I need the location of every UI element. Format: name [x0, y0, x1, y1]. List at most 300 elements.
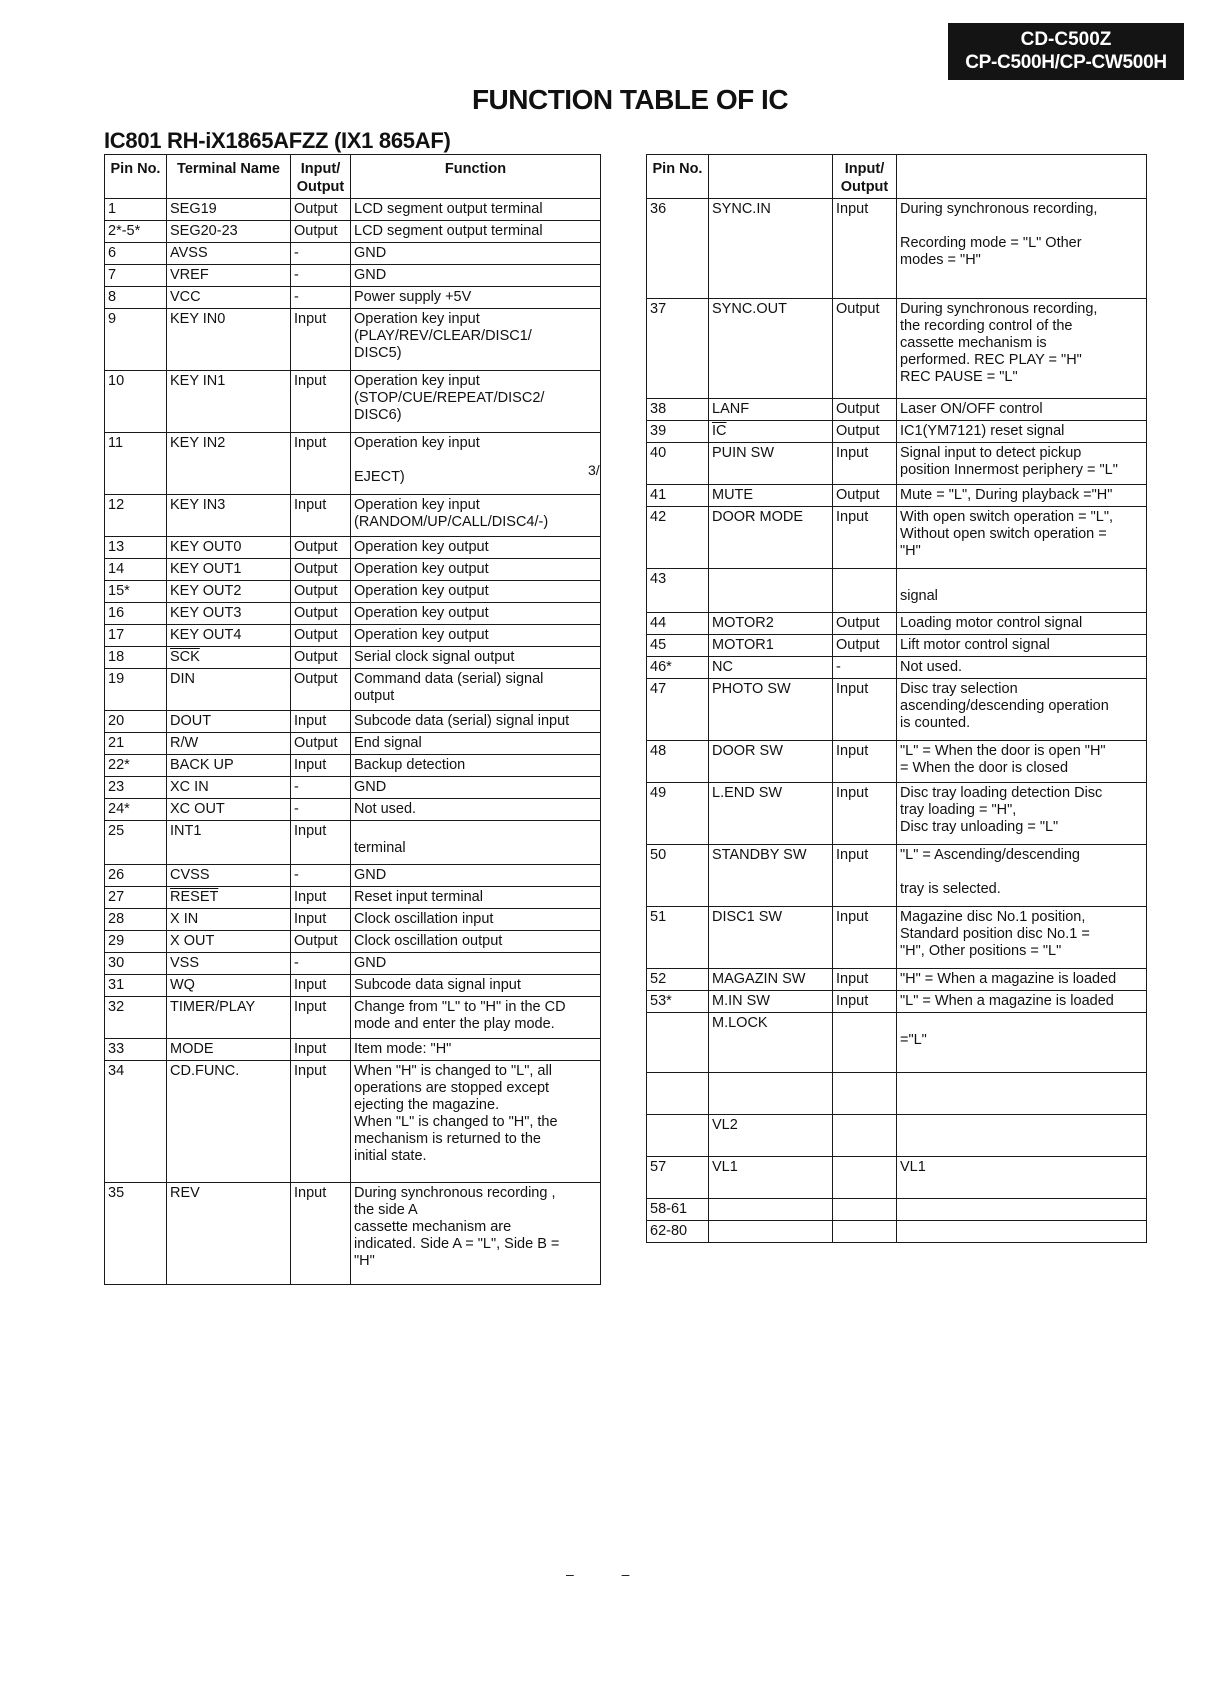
table-row — [105, 733, 601, 755]
function-cell: GND — [351, 265, 601, 287]
terminal-name-cell: WQ — [167, 975, 291, 997]
io-cell: Input — [833, 741, 897, 783]
terminal-name-cell: MOTOR2 — [709, 613, 833, 635]
table-row — [647, 299, 1147, 399]
col-header-pin: Pin No. — [105, 155, 167, 199]
function-cell: GND — [351, 777, 601, 799]
pin-cell: 57 — [647, 1157, 709, 1199]
terminal-name-cell — [709, 1073, 833, 1115]
function-cell: Laser ON/OFF control — [897, 399, 1147, 421]
function-cell: Operation key input (STOP/CUE/REPEAT/DISC2/ DISC6) — [351, 371, 601, 433]
function-cell: Subcode data signal input — [351, 975, 601, 997]
io-cell: Output — [291, 581, 351, 603]
function-cell: Loading motor control signal — [897, 613, 1147, 635]
table-row — [647, 657, 1147, 679]
pin-cell: 28 — [105, 909, 167, 931]
pin-cell: 20 — [105, 711, 167, 733]
io-cell — [833, 1199, 897, 1221]
table-row — [105, 625, 601, 647]
function-cell: Operation key input (PLAY/REV/CLEAR/DISC1/ DISC5) — [351, 309, 601, 371]
function-cell: GND — [351, 953, 601, 975]
pin-cell: 29 — [105, 931, 167, 953]
function-cell: Magazine disc No.1 position, Standard position disc No.1 = "H", Other positions = "L" — [897, 907, 1147, 969]
pin-cell: 50 — [647, 845, 709, 907]
table-row — [105, 755, 601, 777]
margin-mark: 3/ — [588, 462, 600, 478]
io-cell: Output — [833, 635, 897, 657]
pin-cell: 10 — [105, 371, 167, 433]
io-cell: Input — [833, 969, 897, 991]
table-row — [105, 711, 601, 733]
pin-cell: 2*-5* — [105, 221, 167, 243]
table-row — [647, 399, 1147, 421]
function-cell: "L" = When a magazine is loaded — [897, 991, 1147, 1013]
terminal-name-cell: X OUT — [167, 931, 291, 953]
io-cell: Input — [833, 199, 897, 299]
terminal-name-cell: RESET — [167, 887, 291, 909]
table-row — [647, 1013, 1147, 1073]
pin-cell: 34 — [105, 1061, 167, 1183]
model-number-box — [948, 23, 1184, 80]
pin-cell: 15* — [105, 581, 167, 603]
function-cell: Operation key output — [351, 603, 601, 625]
table-body-left — [105, 199, 601, 1285]
pin-cell: 45 — [647, 635, 709, 657]
pin-cell: 49 — [647, 783, 709, 845]
pin-cell: 18 — [105, 647, 167, 669]
terminal-name-cell: M.IN SW — [709, 991, 833, 1013]
terminal-name-cell: PUIN SW — [709, 443, 833, 485]
pin-cell: 9 — [105, 309, 167, 371]
terminal-name-cell: MAGAZIN SW — [709, 969, 833, 991]
pin-cell — [647, 1013, 709, 1073]
function-cell: Clock oscillation input — [351, 909, 601, 931]
function-cell: Operation key output — [351, 559, 601, 581]
io-cell: Output — [833, 421, 897, 443]
terminal-name-cell — [709, 1221, 833, 1243]
io-cell: Output — [291, 603, 351, 625]
io-cell: Input — [833, 991, 897, 1013]
table-row — [105, 1061, 601, 1183]
table-row — [105, 953, 601, 975]
terminal-name-cell: KEY OUT1 — [167, 559, 291, 581]
terminal-name-cell: TIMER/PLAY — [167, 997, 291, 1039]
table-row — [105, 909, 601, 931]
table-row — [105, 243, 601, 265]
terminal-name-cell: DOOR MODE — [709, 507, 833, 569]
io-cell: Input — [291, 495, 351, 537]
function-cell: "L" = Ascending/descending tray is selected. — [897, 845, 1147, 907]
table-row — [647, 507, 1147, 569]
table-row — [105, 931, 601, 953]
table-row — [647, 1221, 1147, 1243]
col-header-terminal-name: Terminal Name — [167, 155, 291, 199]
function-cell: Disc tray loading detection Disc tray loading = "H", Disc tray unloading = "L" — [897, 783, 1147, 845]
table-header-row — [647, 155, 1147, 199]
table-row — [647, 1157, 1147, 1199]
terminal-name-cell: CD.FUNC. — [167, 1061, 291, 1183]
terminal-name-cell: KEY IN1 — [167, 371, 291, 433]
pin-cell: 16 — [105, 603, 167, 625]
function-cell: "L" = When the door is open "H" = When the door is closed — [897, 741, 1147, 783]
io-cell: - — [291, 777, 351, 799]
function-cell: Item mode: "H" — [351, 1039, 601, 1061]
table-row — [105, 371, 601, 433]
io-cell: Output — [291, 669, 351, 711]
table-row — [647, 741, 1147, 783]
table-row — [647, 679, 1147, 741]
pin-cell: 35 — [105, 1183, 167, 1285]
function-cell — [897, 1221, 1147, 1243]
io-cell: Input — [291, 909, 351, 931]
io-cell: Input — [291, 755, 351, 777]
terminal-name-cell: XC IN — [167, 777, 291, 799]
table-row — [647, 969, 1147, 991]
terminal-name-cell: SYNC.IN — [709, 199, 833, 299]
pin-cell: 37 — [647, 299, 709, 399]
table-row — [647, 485, 1147, 507]
function-cell: Mute = "L", During playback ="H" — [897, 485, 1147, 507]
terminal-name-cell: L.END SW — [709, 783, 833, 845]
io-cell: Output — [291, 559, 351, 581]
table-row — [105, 777, 601, 799]
function-cell — [897, 1073, 1147, 1115]
terminal-name-cell: MUTE — [709, 485, 833, 507]
terminal-name-cell: SYNC.OUT — [709, 299, 833, 399]
table-row — [647, 1199, 1147, 1221]
io-cell — [833, 1157, 897, 1199]
terminal-name-cell: $\overline{SCK}$ — [167, 647, 291, 669]
io-cell: Output — [291, 221, 351, 243]
function-cell — [897, 1199, 1147, 1221]
io-cell: Input — [291, 997, 351, 1039]
pin-cell: 47 — [647, 679, 709, 741]
io-cell: Input — [291, 433, 351, 495]
io-cell: Output — [833, 299, 897, 399]
io-cell: Input — [833, 783, 897, 845]
io-cell — [833, 1073, 897, 1115]
io-cell: Output — [291, 931, 351, 953]
function-cell: IC1(YM7121) reset signal — [897, 421, 1147, 443]
terminal-name-cell: R/W — [167, 733, 291, 755]
pin-cell: 40 — [647, 443, 709, 485]
io-cell: - — [291, 799, 351, 821]
io-cell: Input — [291, 1039, 351, 1061]
model-line-1: CD-C500Z — [1020, 29, 1112, 50]
io-cell: - — [291, 265, 351, 287]
table-body-right — [647, 199, 1147, 1243]
terminal-name-cell: KEY IN3 — [167, 495, 291, 537]
table-row — [647, 199, 1147, 299]
table-row — [105, 821, 601, 865]
io-cell: - — [833, 657, 897, 679]
table-row — [105, 265, 601, 287]
page-title: FUNCTION TABLE OF IC — [471, 84, 789, 115]
io-cell: Output — [291, 199, 351, 221]
table-row — [105, 581, 601, 603]
terminal-name-cell: M.LOCK — [709, 1013, 833, 1073]
table-row — [647, 1115, 1147, 1157]
pin-cell: 14 — [105, 559, 167, 581]
function-cell: VL1 — [897, 1157, 1147, 1199]
function-cell: Lift motor control signal — [897, 635, 1147, 657]
terminal-name-cell: CVSS — [167, 865, 291, 887]
pin-cell: 27 — [105, 887, 167, 909]
table-row — [647, 421, 1147, 443]
terminal-name-cell: BACK UP — [167, 755, 291, 777]
function-cell: Command data (serial) signal output — [351, 669, 601, 711]
terminal-name-cell — [709, 569, 833, 613]
pin-cell: 25 — [105, 821, 167, 865]
pin-cell: 6 — [105, 243, 167, 265]
col-header-terminal-name — [709, 155, 833, 199]
terminal-name-cell: XC OUT — [167, 799, 291, 821]
io-cell — [833, 1115, 897, 1157]
pin-cell: 48 — [647, 741, 709, 783]
pin-cell: 41 — [647, 485, 709, 507]
pin-cell: 58-61 — [647, 1199, 709, 1221]
pin-cell: 51 — [647, 907, 709, 969]
terminal-name-cell: VCC — [167, 287, 291, 309]
io-cell: Input — [833, 907, 897, 969]
terminal-name-cell: KEY IN2 — [167, 433, 291, 495]
table-row — [647, 783, 1147, 845]
function-cell: With open switch operation = "L", Without open switch operation = "H" — [897, 507, 1147, 569]
io-cell: Input — [291, 887, 351, 909]
terminal-name-cell: KEY OUT4 — [167, 625, 291, 647]
pin-cell: 21 — [105, 733, 167, 755]
function-cell — [897, 1115, 1147, 1157]
function-cell: End signal — [351, 733, 601, 755]
pin-cell: 7 — [105, 265, 167, 287]
pin-cell: 17 — [105, 625, 167, 647]
function-cell: Operation key input EJECT) — [351, 433, 601, 495]
terminal-name-cell: KEY IN0 — [167, 309, 291, 371]
table-row — [105, 647, 601, 669]
function-cell: signal — [897, 569, 1147, 613]
function-cell: When "H" is changed to "L", all operations are stopped except ejecting the magazine. When "L" is changed to "H", the mechanism is returned to the initial state. — [351, 1061, 601, 1183]
terminal-name-cell: NC — [709, 657, 833, 679]
pin-cell: 53* — [647, 991, 709, 1013]
io-cell: Input — [291, 309, 351, 371]
io-cell: - — [291, 865, 351, 887]
pin-cell: 31 — [105, 975, 167, 997]
pin-cell: 13 — [105, 537, 167, 559]
col-header-function — [897, 155, 1147, 199]
io-cell — [833, 1013, 897, 1073]
terminal-name-cell: STANDBY SW — [709, 845, 833, 907]
ic-title: IC801 RH-iX1865AFZZ (IX1 865AF) — [104, 128, 451, 153]
io-cell: Input — [291, 975, 351, 997]
table-row — [105, 495, 601, 537]
terminal-name-cell: REV — [167, 1183, 291, 1285]
io-cell: Input — [291, 371, 351, 433]
function-cell: Clock oscillation output — [351, 931, 601, 953]
table-row — [105, 887, 601, 909]
terminal-name-cell: PHOTO SW — [709, 679, 833, 741]
terminal-name-cell: SEG20-23 — [167, 221, 291, 243]
pin-cell: 23 — [105, 777, 167, 799]
function-cell: Change from "L" to "H" in the CD mode and enter the play mode. — [351, 997, 601, 1039]
col-header-io: Input/ Output — [833, 155, 897, 199]
terminal-name-cell: MOTOR1 — [709, 635, 833, 657]
function-cell: Operation key output — [351, 625, 601, 647]
function-cell: Serial clock signal output — [351, 647, 601, 669]
table-row — [105, 997, 601, 1039]
function-table-left — [104, 154, 601, 1285]
function-cell: LCD segment output terminal — [351, 221, 601, 243]
function-cell: GND — [351, 865, 601, 887]
terminal-name-cell: X IN — [167, 909, 291, 931]
io-cell: Input — [291, 1061, 351, 1183]
io-cell: Output — [833, 399, 897, 421]
pin-cell: 8 — [105, 287, 167, 309]
pin-cell: 11 — [105, 433, 167, 495]
pin-cell: 38 — [647, 399, 709, 421]
col-header-function: Function — [351, 155, 601, 199]
io-cell: Input — [291, 1183, 351, 1285]
terminal-name-cell: LANF — [709, 399, 833, 421]
table-row — [105, 309, 601, 371]
model-line-2: CP-C500H/CP-CW500H — [965, 52, 1167, 73]
pin-cell: 30 — [105, 953, 167, 975]
function-cell: During synchronous recording, the recording control of the cassette mechanism is performed. REC PLAY = "H" REC PAUSE = "L" — [897, 299, 1147, 399]
table-row — [647, 907, 1147, 969]
pin-cell: 1 — [105, 199, 167, 221]
io-cell: Output — [833, 613, 897, 635]
function-cell: Operation key input (RANDOM/UP/CALL/DISC4/-) — [351, 495, 601, 537]
terminal-name-cell: INT1 — [167, 821, 291, 865]
io-cell: Input — [833, 507, 897, 569]
io-cell: Output — [833, 485, 897, 507]
terminal-name-cell: $\overline{IC}$ — [709, 421, 833, 443]
table-row — [105, 287, 601, 309]
terminal-name-cell: VL1 — [709, 1157, 833, 1199]
pin-cell: 36 — [647, 199, 709, 299]
io-cell: Output — [291, 537, 351, 559]
table-row — [647, 845, 1147, 907]
pin-cell: 33 — [105, 1039, 167, 1061]
pin-cell: 44 — [647, 613, 709, 635]
pin-cell: 19 — [105, 669, 167, 711]
table-row — [105, 669, 601, 711]
terminal-name-cell: DIN — [167, 669, 291, 711]
function-cell: Not used. — [351, 799, 601, 821]
table-row — [105, 221, 601, 243]
terminal-name-cell: VSS — [167, 953, 291, 975]
pin-cell: 12 — [105, 495, 167, 537]
pin-cell: 32 — [105, 997, 167, 1039]
io-cell: Output — [291, 733, 351, 755]
terminal-name-cell: VREF — [167, 265, 291, 287]
table-row — [105, 799, 601, 821]
table-row — [105, 1039, 601, 1061]
function-cell: "H" = When a magazine is loaded — [897, 969, 1147, 991]
table-row — [647, 443, 1147, 485]
function-cell: Subcode data (serial) signal input — [351, 711, 601, 733]
table-row — [105, 603, 601, 625]
terminal-name-cell: DISC1 SW — [709, 907, 833, 969]
io-cell: - — [291, 287, 351, 309]
pin-cell — [647, 1073, 709, 1115]
io-cell: Output — [291, 625, 351, 647]
table-row — [105, 1183, 601, 1285]
function-table-right — [646, 154, 1147, 1243]
table-row — [105, 537, 601, 559]
function-cell: Operation key output — [351, 537, 601, 559]
table-header-row — [105, 155, 601, 199]
terminal-name-cell: VL2 — [709, 1115, 833, 1157]
table-row — [647, 569, 1147, 613]
function-cell: During synchronous recording, Recording mode = "L" Other modes = "H" — [897, 199, 1147, 299]
col-header-pin: Pin No. — [647, 155, 709, 199]
function-cell: LCD segment output terminal — [351, 199, 601, 221]
pin-cell: 52 — [647, 969, 709, 991]
io-cell: Input — [291, 821, 351, 865]
function-cell: During synchronous recording , the side A cassette mechanism are indicated. Side A = "L", Side B = "H" — [351, 1183, 601, 1285]
function-cell: Operation key output — [351, 581, 601, 603]
table-row — [105, 559, 601, 581]
terminal-name-cell: DOUT — [167, 711, 291, 733]
function-cell: GND — [351, 243, 601, 265]
pin-cell: 39 — [647, 421, 709, 443]
io-cell: Input — [833, 443, 897, 485]
function-cell: Signal input to detect pickup position Innermost periphery = "L" — [897, 443, 1147, 485]
pin-cell: 26 — [105, 865, 167, 887]
function-cell: ="L" — [897, 1013, 1147, 1073]
terminal-name-cell — [709, 1199, 833, 1221]
io-cell: - — [291, 243, 351, 265]
io-cell: Output — [291, 647, 351, 669]
pin-cell: 42 — [647, 507, 709, 569]
terminal-name-cell: AVSS — [167, 243, 291, 265]
terminal-name-cell: KEY OUT2 — [167, 581, 291, 603]
function-cell: Backup detection — [351, 755, 601, 777]
io-cell — [833, 569, 897, 613]
pin-cell: 46* — [647, 657, 709, 679]
function-cell: Not used. — [897, 657, 1147, 679]
footer-mark: – – — [566, 1566, 652, 1582]
terminal-name-cell: KEY OUT0 — [167, 537, 291, 559]
table-row — [647, 613, 1147, 635]
terminal-name-cell: DOOR SW — [709, 741, 833, 783]
pin-cell: 62-80 — [647, 1221, 709, 1243]
table-row — [647, 635, 1147, 657]
table-row — [105, 433, 601, 495]
table-row — [105, 865, 601, 887]
io-cell: - — [291, 953, 351, 975]
function-cell: terminal — [351, 821, 601, 865]
terminal-name-cell: KEY OUT3 — [167, 603, 291, 625]
pin-cell: 43 — [647, 569, 709, 613]
col-header-io: Input/ Output — [291, 155, 351, 199]
table-row — [647, 991, 1147, 1013]
io-cell: Input — [833, 679, 897, 741]
io-cell: Input — [291, 711, 351, 733]
terminal-name-cell: MODE — [167, 1039, 291, 1061]
pin-cell — [647, 1115, 709, 1157]
table-row — [647, 1073, 1147, 1115]
function-cell: Reset input terminal — [351, 887, 601, 909]
io-cell: Input — [833, 845, 897, 907]
table-row — [105, 199, 601, 221]
function-cell: Disc tray selection ascending/descending operation is counted. — [897, 679, 1147, 741]
terminal-name-cell: SEG19 — [167, 199, 291, 221]
table-row — [105, 975, 601, 997]
pin-cell: 22* — [105, 755, 167, 777]
pin-cell: 24* — [105, 799, 167, 821]
function-cell: Power supply +5V — [351, 287, 601, 309]
